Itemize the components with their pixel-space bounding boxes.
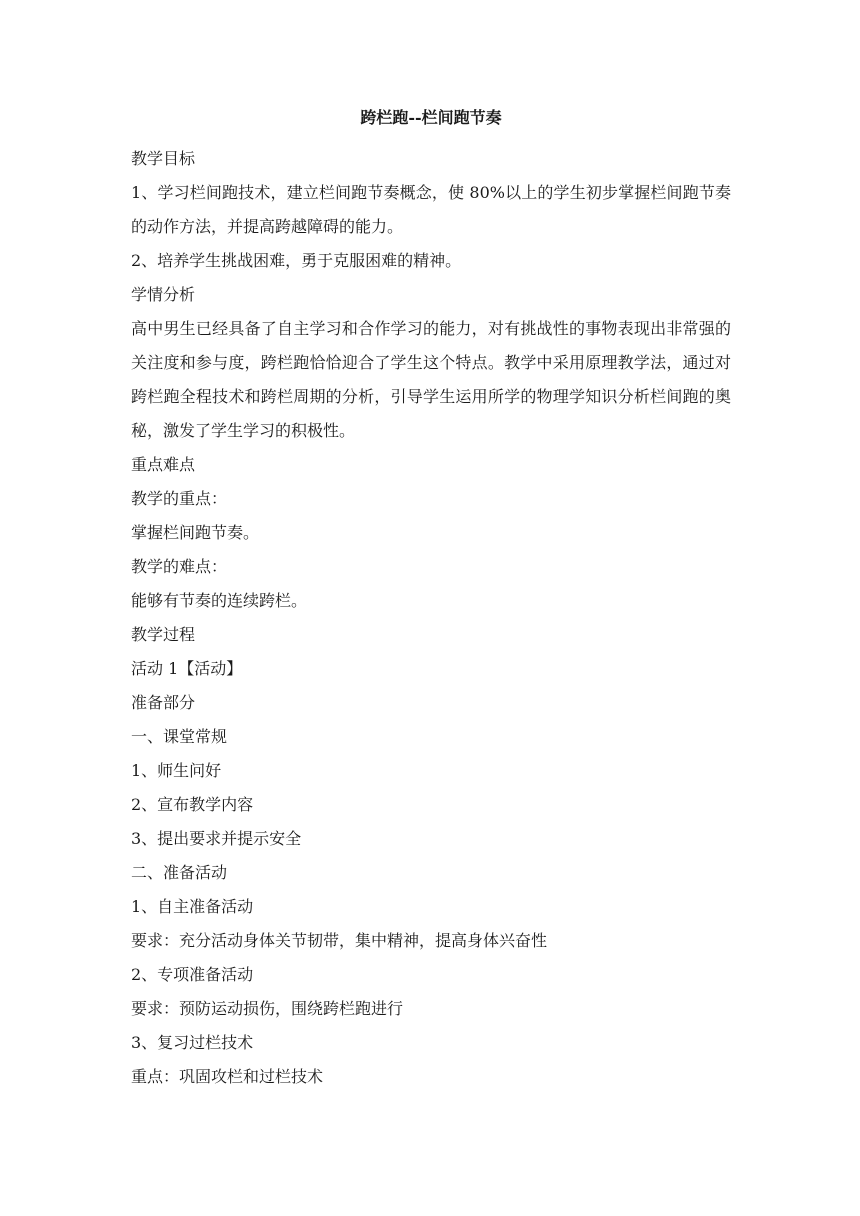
section-2: 二、准备活动	[131, 863, 228, 882]
analysis-text: 高中男生已经具备了自主学习和合作学习的能力，对有挑战性的事物表现出非常强的关注度和参与度，跨栏跑恰恰迎合了学生这个特点。教学中采用原理教学法，通过对跨栏跑全程技术和跨栏周期的分析，引导学生运用所学的物理学知识分析栏间跑的奥秘，激发了学生学习的积极性。	[131, 319, 731, 440]
difficulty-label: 教学的难点：	[131, 557, 228, 576]
document-page	[131, 108, 731, 1094]
key-text: 掌握栏间跑节奏。	[131, 523, 260, 542]
activity-label: 活动 1【活动】	[131, 659, 243, 678]
req-2-1: 要求：充分活动身体关节韧带，集中精神，提高身体兴奋性	[131, 931, 548, 950]
analysis-heading: 学情分析	[131, 285, 196, 304]
key-label: 教学的重点：	[131, 489, 228, 508]
req-2-2: 要求：预防运动损伤，围绕跨栏跑进行	[131, 999, 404, 1018]
goal-1: 1、学习栏间跑技术，建立栏间跑节奏概念，使 80%以上的学生初步掌握栏间跑节奏的动作方法，并提高跨越障碍的能力。	[131, 183, 731, 236]
document-title: 跨栏跑--栏间跑节奏	[360, 108, 502, 127]
item-2-3: 3、复习过栏技术	[131, 1033, 254, 1052]
section-1: 一、课堂常规	[131, 727, 228, 746]
prep-part: 准备部分	[131, 693, 196, 712]
item-1-2: 2、宣布教学内容	[131, 795, 254, 814]
item-1-1: 1、师生问好	[131, 761, 222, 780]
focus-2-3: 重点：巩固攻栏和过栏技术	[131, 1067, 324, 1086]
keypoints-heading: 重点难点	[131, 455, 196, 474]
difficulty-text: 能够有节奏的连续跨栏。	[131, 591, 308, 610]
item-1-3: 3、提出要求并提示安全	[131, 829, 302, 848]
item-2-2: 2、专项准备活动	[131, 965, 254, 984]
goals-heading: 教学目标	[131, 149, 196, 168]
item-2-1: 1、自主准备活动	[131, 897, 254, 916]
goal-2: 2、培养学生挑战困难，勇于克服困难的精神。	[131, 251, 462, 270]
process-heading: 教学过程	[131, 625, 196, 644]
